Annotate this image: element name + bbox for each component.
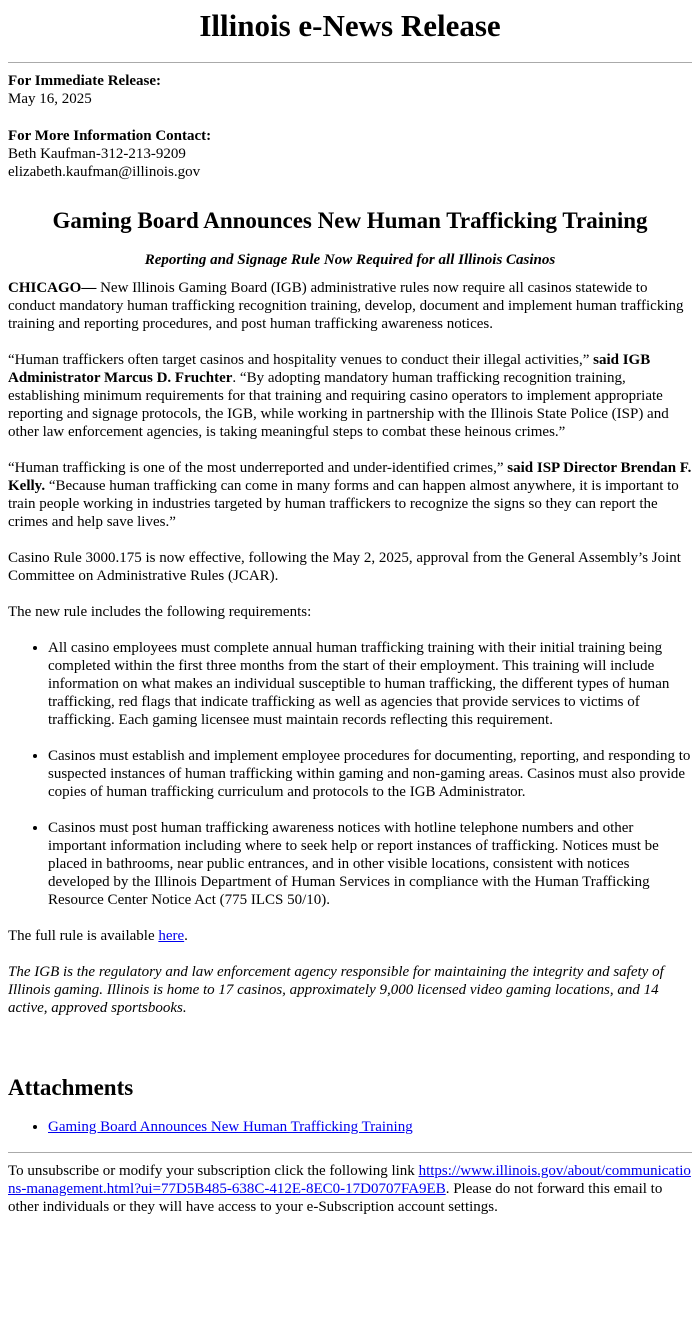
- list-item: • All casino employees must complete annual human trafficking training with their initial training being completed within the first three months from the start of their employment. This training will include information on what makes an individual susceptible to human trafficking, the different types of human trafficking, red flags that indicate trafficking as well as agencies that provide services to victims of trafficking. Each gaming licensee must maintain records reflecting this requirement.: [48, 639, 692, 729]
- contact-info: [8, 127, 692, 181]
- list-item: • Casinos must post human trafficking awareness notices with hotline telephone numbers and other important information including where to seek help or report instances of trafficking. Notices must be placed in bathrooms, near public entrances, and in other visible locations, consistent with notices developed by the Illinois Department of Human Services in compliance with the Human Trafficking Resource Center Notice Act (775 ILCS 50/10).: [48, 819, 692, 909]
- list-item: • Casinos must establish and implement employee procedures for documenting, reporting, and responding to suspected instances of human trafficking within gaming and non-gaming areas. Casinos must also provide copies of human trafficking curriculum and protocols to the IGB Administrator.: [48, 747, 692, 801]
- list-item: [48, 1118, 692, 1136]
- subscription-management-link[interactable]: https://www.illinois.gov/about/communications-management.html?ui=77D5B485-638C-412E-8EC0-17D0707FA9EB: [8, 1163, 691, 1197]
- divider-top: [8, 62, 692, 63]
- attribution-kelly: said ISP Director Brendan F. Kelly.: [8, 460, 692, 494]
- attribution-fruchter: said IGB Administrator Marcus D. Fruchter: [8, 352, 651, 386]
- article-headline: Gaming Board Announces New Human Trafficking Training: [52, 208, 648, 233]
- contact-label: For More Information Contact:: [8, 128, 212, 144]
- paragraph-intro: CHICAGO— New Illinois Gaming Board (IGB) administrative rules now require all casinos statewide to conduct mandatory human trafficking recognition training, develop, document and implement human trafficking training and reporting procedures, and post human trafficking awareness notices.: [8, 280, 684, 332]
- paragraph-about-igb: The IGB is the regulatory and law enforcement agency responsible for maintaining the integrity and safety of Illinois gaming. Illinois is home to 17 casinos, approximately 9,000 licensed video gaming locations, and 14 active, approved sportsbooks.: [8, 964, 664, 1016]
- attachment-link[interactable]: Gaming Board Announces New Human Trafficking Training: [48, 1119, 413, 1135]
- article-subheadline: Reporting and Signage Rule Now Required for all Illinois Casinos: [144, 252, 556, 268]
- full-rule-link[interactable]: here: [158, 928, 185, 944]
- requirements-list: [8, 639, 692, 909]
- release-info: [8, 72, 692, 108]
- page-title: Illinois e-News Release: [199, 8, 501, 43]
- dateline: CHICAGO—: [8, 280, 97, 296]
- unsubscribe-footer: To unsubscribe or modify your subscription click the following link https://www.illinois.gov/about/communications-management.html?ui=77D5B485-638C-412E-8EC0-17D0707FA9EB. Please do not forward this email to other individuals or they will have access to your e-Subscription account settings.: [8, 1163, 691, 1215]
- paragraph-full-rule: The full rule is available here.: [8, 928, 188, 944]
- release-label: For Immediate Release:: [8, 73, 162, 89]
- divider-bottom: [8, 1152, 692, 1153]
- quote-kelly: “Human trafficking is one of the most underreported and under-identified crimes,” said ISP Director Brendan F. Kelly. “Because human trafficking can come in many forms and can happen almost anywhere, it is important to train people working in industries targeted by human traffickers to recognize the signs so they can report the crimes and help save lives.”: [8, 460, 692, 530]
- email-body: [0, 8, 700, 1216]
- release-date: May 16, 2025: [8, 91, 92, 107]
- attachments-heading: Attachments: [8, 1075, 134, 1100]
- quote-fruchter: “Human traffickers often target casinos and hospitality venues to conduct their illegal activities,” said IGB Administrator Marcus D. Fruchter. “By adopting mandatory human trafficking recognition training, establishing minimum requirements for that training and requiring casino operators to implement appropriate reporting and signage protocols, the IGB, while working in partnership with the Illinois State Police (ISP) and other law enforcement agencies, is taking meaningful steps to combat these heinous crimes.”: [8, 352, 669, 440]
- paragraph-rule: Casino Rule 3000.175 is now effective, following the May 2, 2025, approval from the General Assembly’s Joint Committee on Administrative Rules (JCAR).: [8, 550, 681, 584]
- paragraph-requirements-intro: The new rule includes the following requirements:: [8, 604, 312, 620]
- contact-email: elizabeth.kaufman@illinois.gov: [8, 164, 201, 180]
- contact-name: Beth Kaufman-312-213-9209: [8, 146, 186, 162]
- attachments-list: [8, 1118, 692, 1136]
